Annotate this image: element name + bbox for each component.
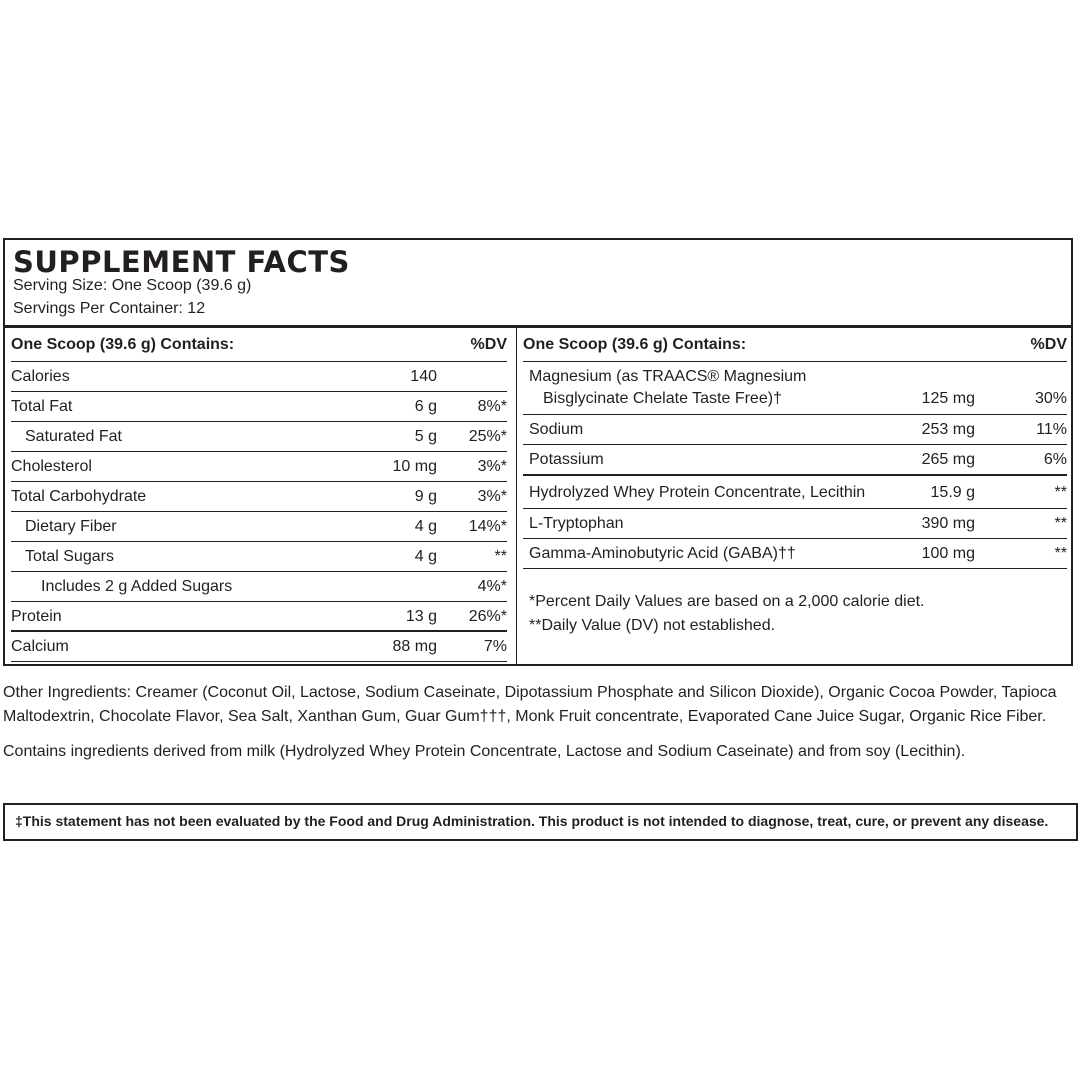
nutrient-dv: 3%* [477, 488, 507, 505]
nutrient-dv: 25%* [468, 428, 507, 445]
table-row [11, 482, 507, 512]
allergen-statement: Contains ingredients derived from milk (Hydrolyzed Whey Protein Concentrate, Lactose and Sodium Caseinate) and from soy (Lecithin). [3, 743, 966, 760]
table-row [523, 362, 1067, 415]
nutrient-amount: 253 mg [921, 421, 975, 438]
table-row [523, 539, 1067, 569]
right-nutrient-table [523, 328, 1067, 634]
nutrient-amount: 140 [410, 368, 437, 385]
nutrient-dv: ** [494, 548, 507, 565]
other-ingredients-line-2: Maltodextrin, Chocolate Flavor, Sea Salt, Xanthan Gum, Guar Gum†††, Monk Fruit concentrate, Evaporated Cane Juice Sugar, Organic Rice Fiber. [3, 708, 1047, 725]
nutrient-name: Includes 2 g Added Sugars [41, 578, 233, 595]
table-row [11, 452, 507, 482]
nutrient-name: Magnesium (as TRAACS® Magnesium [529, 368, 807, 385]
nutrient-name: Hydrolyzed Whey Protein Concentrate, Lecithin [529, 484, 866, 501]
nutrient-dv: 4%* [477, 578, 507, 595]
nutrient-amount: 100 mg [921, 545, 975, 562]
nutrient-name: Total Carbohydrate [11, 488, 147, 505]
table-row [11, 422, 507, 452]
nutrient-amount: 88 mg [392, 638, 437, 655]
nutrient-dv: 14%* [468, 518, 507, 535]
nutrient-amount: 13 g [405, 608, 437, 625]
footnote-dv-not-established: **Daily Value (DV) not established. [529, 617, 776, 634]
nutrient-dv: 11% [1036, 421, 1067, 438]
nutrient-dv: 7% [483, 638, 507, 655]
nutrient-amount: 390 mg [921, 515, 975, 532]
nutrient-name: Gamma-Aminobutyric Acid (GABA)†† [529, 545, 796, 562]
left-table-header [11, 328, 507, 362]
table-row [523, 476, 1067, 509]
nutrient-name: Total Fat [11, 398, 73, 415]
table-row [523, 415, 1067, 445]
nutrient-name: Saturated Fat [25, 428, 122, 445]
nutrient-amount: 4 g [414, 518, 437, 535]
nutrient-amount: 265 mg [921, 451, 975, 468]
nutrient-dv: 3%* [477, 458, 507, 475]
column-divider [516, 326, 517, 664]
table-row [11, 542, 507, 572]
nutrient-name: Cholesterol [11, 458, 92, 475]
nutrient-name: Dietary Fiber [25, 518, 117, 535]
table-row [11, 632, 507, 662]
nutrient-name: Sodium [529, 421, 584, 438]
nutrient-name-continued: Bisglycinate Chelate Taste Free)† [543, 390, 782, 407]
nutrient-dv: 26%* [468, 608, 507, 625]
table-row [11, 392, 507, 422]
right-table-header [523, 328, 1067, 362]
right-header-dv: %DV [1030, 336, 1067, 353]
table-row [523, 445, 1067, 476]
nutrient-amount: 10 mg [392, 458, 437, 475]
nutrient-amount: 5 g [414, 428, 437, 445]
servings-per-container: Servings Per Container: 12 [13, 300, 206, 317]
table-row [11, 362, 507, 392]
nutrient-amount: 6 g [414, 398, 437, 415]
nutrient-name: Protein [11, 608, 62, 625]
nutrient-name: Calcium [11, 638, 69, 655]
table-row [523, 509, 1067, 539]
left-header-label: One Scoop (39.6 g) Contains: [11, 336, 235, 353]
table-row [11, 512, 507, 542]
table-row [11, 572, 507, 602]
fda-disclaimer-text: ‡This statement has not been evaluated by the Food and Drug Administration. This product is not intended to diagnose, treat, cure, or prevent any disease. [15, 813, 1049, 829]
nutrient-dv: ** [1054, 545, 1067, 562]
nutrient-name: L-Tryptophan [529, 515, 624, 532]
nutrient-dv: 6% [1043, 451, 1067, 468]
nutrient-name: Potassium [529, 451, 604, 468]
footnote-percent-dv: *Percent Daily Values are based on a 2,000 calorie diet. [529, 593, 925, 610]
nutrient-name: Calories [11, 368, 70, 385]
nutrient-amount: 15.9 g [930, 484, 975, 501]
nutrient-dv: ** [1054, 515, 1067, 532]
right-header-label: One Scoop (39.6 g) Contains: [523, 336, 747, 353]
nutrient-amount: 4 g [414, 548, 437, 565]
nutrient-name: Total Sugars [25, 548, 114, 565]
fda-disclaimer-box [3, 803, 1078, 841]
table-row [11, 602, 507, 632]
other-ingredients-line-1: Other Ingredients: Creamer (Coconut Oil, Lactose, Sodium Caseinate, Dipotassium Phosphate and Silicon Dioxide), Organic Cocoa Powder, Tapioca [3, 684, 1057, 701]
nutrient-amount: 9 g [414, 488, 437, 505]
left-nutrient-table [11, 328, 507, 662]
nutrient-dv: 8%* [477, 398, 507, 415]
serving-size: Serving Size: One Scoop (39.6 g) [13, 277, 252, 294]
left-header-dv: %DV [470, 336, 507, 353]
nutrient-dv: 30% [1034, 390, 1067, 407]
nutrient-dv: ** [1054, 484, 1067, 501]
supplement-facts-panel [3, 238, 1073, 666]
nutrient-amount: 125 mg [921, 390, 975, 407]
panel-title: SUPPLEMENT FACTS [13, 245, 350, 279]
